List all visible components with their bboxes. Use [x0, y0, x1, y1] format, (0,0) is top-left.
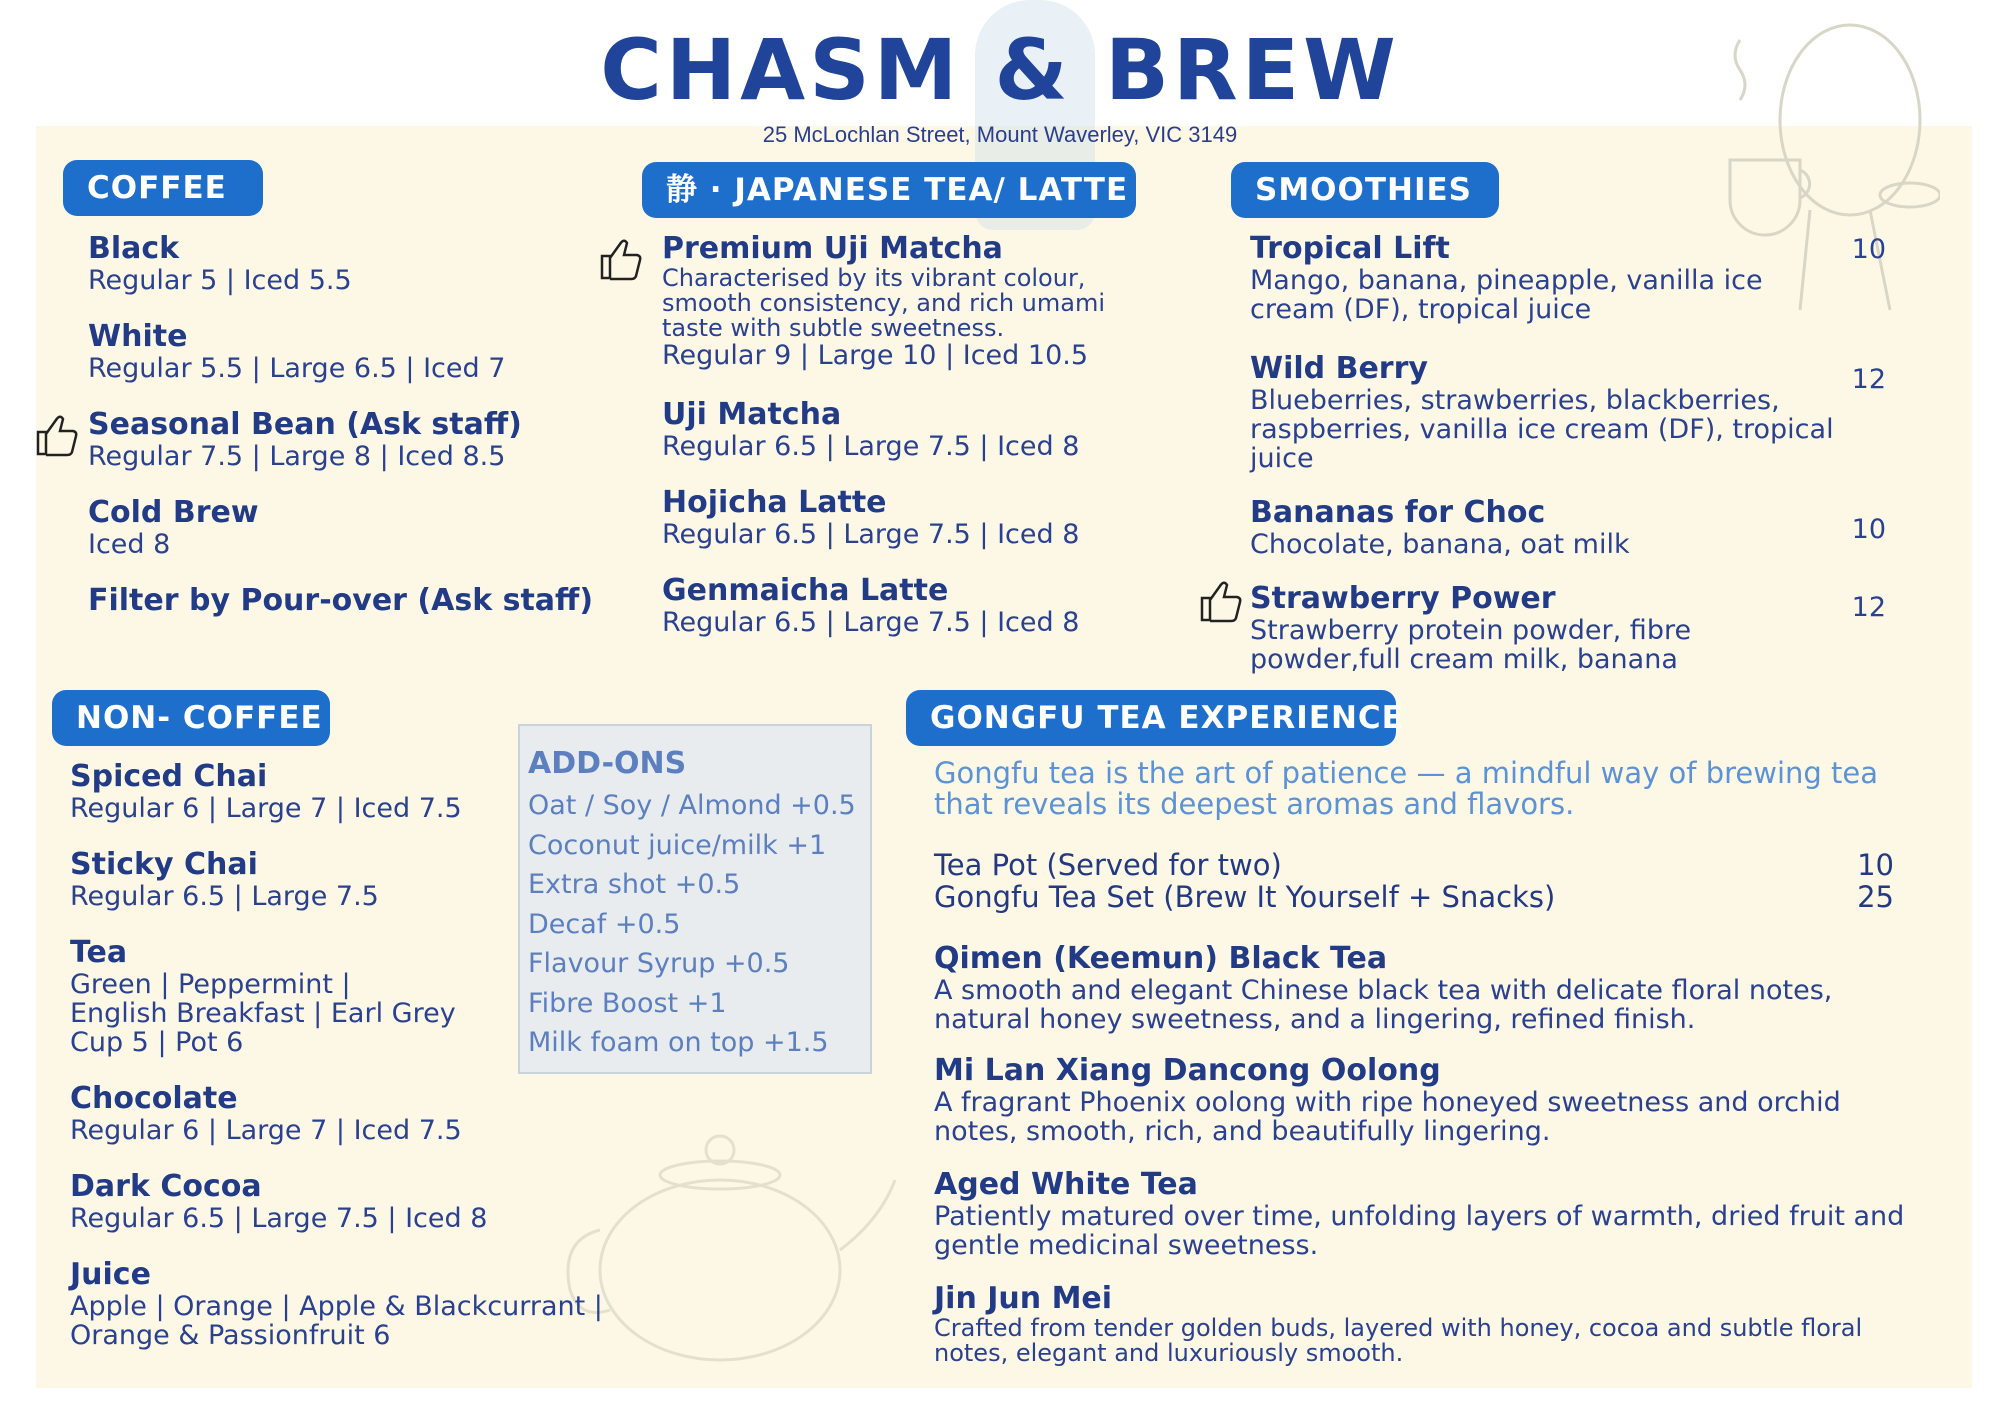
noncoffee-item-chocolate	[70, 1082, 462, 1145]
item-name: Bananas for Choc	[1250, 495, 1546, 530]
noncoffee-item-spiced-chai	[70, 760, 462, 823]
item-detail: Regular 6.5 | Large 7.5 | Iced 8	[70, 1203, 488, 1234]
smoothie-price: 12	[1851, 592, 1886, 623]
japanese-item-uji-matcha	[662, 398, 1079, 461]
coffee-item-black	[88, 232, 352, 295]
item-name: Genmaicha Latte	[662, 573, 949, 608]
item-detail: Green | Peppermint | English Breakfast | Earl Grey Cup 5 | Pot 6	[70, 969, 456, 1058]
item-name: Seasonal Bean (Ask staff)	[88, 407, 522, 442]
cafe-name: CHASM & BREW	[600, 21, 1400, 119]
item-detail: Regular 5 | Iced 5.5	[88, 265, 352, 296]
add-ons-box	[518, 724, 872, 1074]
noncoffee-item-sticky-chai	[70, 848, 379, 911]
item-detail: Regular 6.5 | Large 7.5 | Iced 8	[662, 519, 1080, 550]
item-name: Uji Matcha	[662, 397, 842, 432]
item-detail: Crafted from tender golden buds, layered with honey, cocoa and subtle floral notes, elegant and luxuriously smooth.	[934, 1314, 1863, 1367]
item-name: Spiced Chai	[70, 759, 268, 794]
item-description: Characterised by its vibrant colour, smooth consistency, and rich umami taste with subtle sweetness.	[662, 264, 1106, 342]
item-detail: Regular 9 | Large 10 | Iced 10.5	[662, 340, 1089, 371]
item-detail: Patiently matured over time, unfolding layers of warmth, dried fruit and gentle medicinal sweetness.	[934, 1201, 1905, 1261]
service-name: Tea Pot (Served for two)	[934, 848, 1282, 882]
gongfu-service-tea-set	[934, 880, 1894, 914]
item-detail: Iced 8	[88, 529, 171, 560]
item-detail: Mango, banana, pineapple, vanilla ice cream (DF), tropical juice	[1250, 265, 1763, 325]
service-name: Gongfu Tea Set (Brew It Yourself + Snacks)	[934, 880, 1556, 914]
gongfu-heading: GONGFU TEA EXPERIENCE	[906, 690, 1396, 746]
noncoffee-item-juice	[70, 1258, 603, 1350]
teapot-illustration	[560, 1100, 900, 1370]
add-on-item: Milk foam on top +1.5	[528, 1027, 829, 1058]
japanese-item-premium-uji-matcha	[662, 232, 1132, 370]
item-name: Black	[88, 231, 180, 266]
thumbs-up-icon	[594, 234, 644, 284]
item-detail: Regular 6 | Large 7 | Iced 7.5	[70, 793, 462, 824]
add-on-item: Decaf +0.5	[528, 908, 681, 940]
noncoffee-item-tea	[70, 936, 456, 1057]
item-name: Premium Uji Matcha	[662, 231, 1003, 266]
coffee-item-white	[88, 320, 505, 383]
coffee-item-seasonal-bean	[88, 408, 522, 471]
item-detail: Regular 7.5 | Large 8 | Iced 8.5	[88, 441, 506, 472]
item-detail: Strawberry protein powder, fibre powder,full cream milk, banana	[1250, 615, 1692, 675]
smoothie-price: 10	[1851, 234, 1886, 265]
thumbs-up-icon	[1194, 576, 1244, 626]
smoothie-price: 10	[1851, 514, 1886, 545]
item-name: Sticky Chai	[70, 847, 258, 882]
item-name: White	[88, 319, 188, 354]
add-on-item: Extra shot +0.5	[528, 869, 741, 900]
gongfu-tea-aged-white	[934, 1168, 1924, 1260]
item-name: Mi Lan Xiang Dancong Oolong	[934, 1053, 1441, 1088]
item-name: Tea	[70, 935, 128, 970]
add-on-item: Coconut juice/milk +1	[528, 829, 827, 861]
service-price: 25	[1857, 880, 1894, 914]
item-name: Jin Jun Mei	[934, 1281, 1113, 1316]
coffee-item-cold-brew	[88, 496, 259, 559]
coffee-item-pour-over	[88, 584, 593, 618]
japanese-item-genmaicha-latte	[662, 574, 1079, 637]
gongfu-intro: Gongfu tea is the art of patience — a mindful way of brewing tea that reveals its deepest aromas and flavors.	[934, 756, 1879, 821]
service-price: 10	[1857, 848, 1894, 882]
item-detail: Blueberries, strawberries, blackberries, raspberries, vanilla ice cream (DF), tropical juice	[1250, 385, 1834, 474]
item-detail: Regular 6.5 | Large 7.5 | Iced 8	[662, 607, 1080, 638]
smoothies-heading: SMOOTHIES	[1231, 162, 1499, 218]
gongfu-service-teapot	[934, 848, 1894, 882]
item-name: Hojicha Latte	[662, 485, 887, 520]
thumbs-up-icon	[30, 410, 80, 460]
item-name: Tropical Lift	[1250, 231, 1450, 266]
smoothie-item-strawberry-power	[1250, 582, 1840, 674]
gongfu-tea-dancong-oolong	[934, 1054, 1924, 1146]
japanese-tea-heading: 静 · JAPANESE TEA/ LATTE	[642, 162, 1136, 218]
smoothie-item-wild-berry	[1250, 352, 1840, 473]
non-coffee-heading: NON- COFFEE	[52, 690, 330, 746]
smoothie-item-bananas-for-choc	[1250, 496, 1840, 559]
cafe-address: 25 McLochlan Street, Mount Waverley, VIC 3149	[762, 122, 1238, 147]
item-detail: A smooth and elegant Chinese black tea with delicate floral notes, natural honey sweetness, and a lingering, refined finish.	[934, 975, 1833, 1035]
item-name: Chocolate	[70, 1081, 238, 1116]
add-on-item: Oat / Soy / Almond +0.5	[528, 790, 856, 821]
item-detail: Regular 6.5 | Large 7.5	[70, 881, 379, 912]
item-name: Wild Berry	[1250, 351, 1428, 386]
item-detail: Regular 6.5 | Large 7.5 | Iced 8	[662, 431, 1080, 462]
item-name: Juice	[70, 1257, 151, 1292]
item-name: Strawberry Power	[1250, 581, 1556, 616]
item-detail: Apple | Orange | Apple & Blackcurrant | Orange & Passionfruit 6	[70, 1291, 603, 1351]
item-detail: Regular 6 | Large 7 | Iced 7.5	[70, 1115, 462, 1146]
item-name: Qimen (Keemun) Black Tea	[934, 941, 1388, 976]
gongfu-tea-qimen	[934, 942, 1924, 1034]
japanese-item-hojicha-latte	[662, 486, 1079, 549]
add-on-item: Flavour Syrup +0.5	[528, 948, 790, 979]
coffee-heading: COFFEE	[63, 160, 263, 216]
add-ons-heading: ADD-ONS	[528, 746, 687, 781]
add-on-item: Fibre Boost +1	[528, 987, 727, 1019]
gongfu-tea-jin-jun-mei	[934, 1282, 1924, 1366]
item-detail: Regular 5.5 | Large 6.5 | Iced 7	[88, 353, 506, 384]
smoothie-price: 12	[1851, 364, 1886, 395]
item-detail: A fragrant Phoenix oolong with ripe honeyed sweetness and orchid notes, smooth, rich, and beautifully lingering.	[934, 1087, 1841, 1147]
item-name: Aged White Tea	[934, 1167, 1198, 1202]
item-name: Dark Cocoa	[70, 1169, 262, 1204]
noncoffee-item-dark-cocoa	[70, 1170, 487, 1233]
smoothie-item-tropical-lift	[1250, 232, 1840, 324]
item-detail: Chocolate, banana, oat milk	[1250, 529, 1630, 560]
item-name: Cold Brew	[88, 495, 259, 530]
item-name: Filter by Pour-over (Ask staff)	[88, 583, 594, 618]
